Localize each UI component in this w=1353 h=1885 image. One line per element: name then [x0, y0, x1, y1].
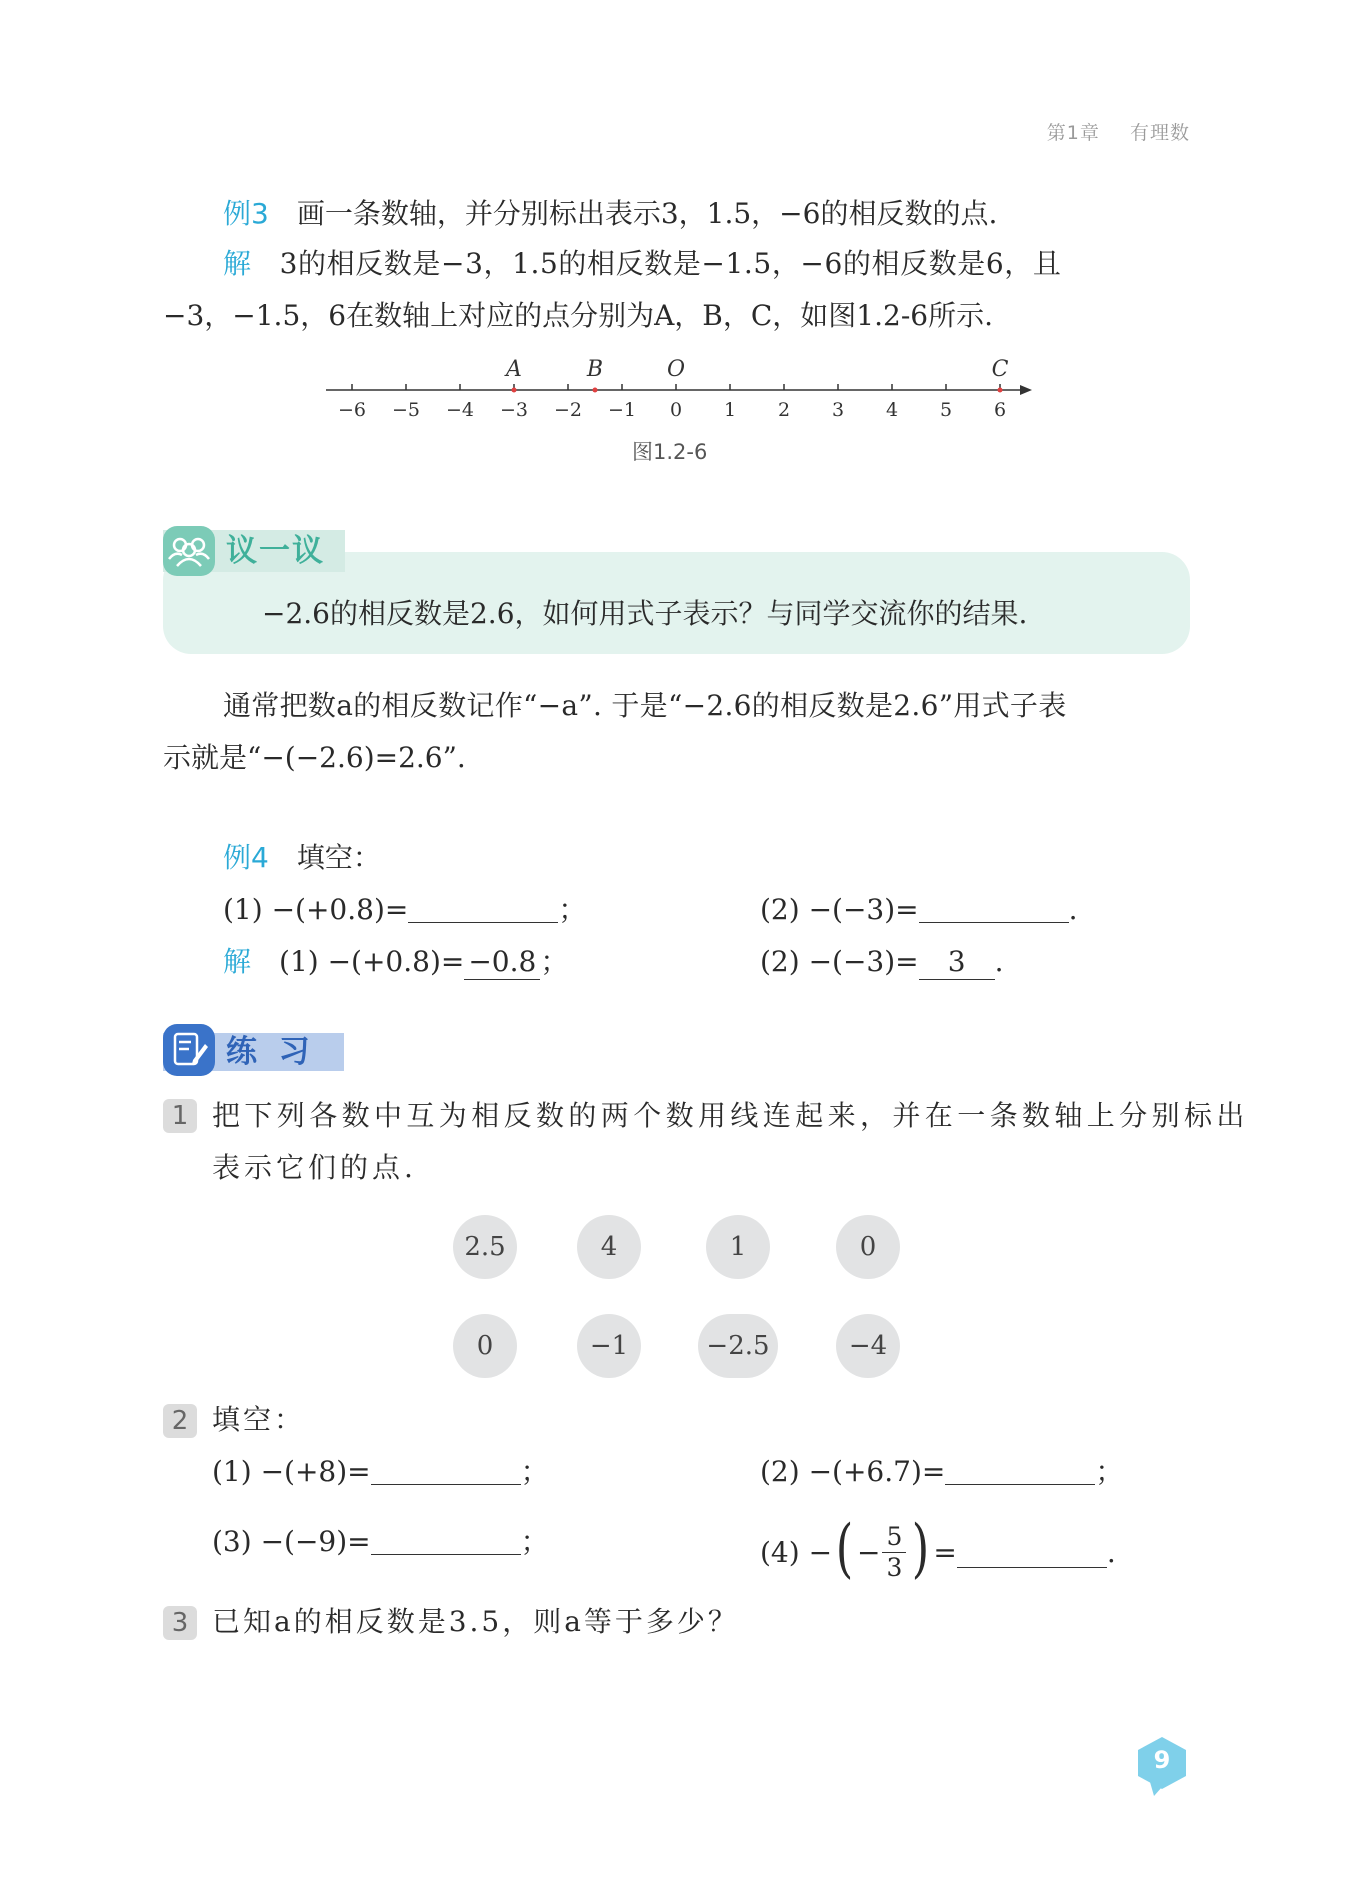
tick-label: 6: [993, 399, 1007, 421]
example4-a2-prefix: (2) −(−3)=: [760, 945, 919, 978]
example4-q1-text: (1) −(+0.8)=: [223, 893, 409, 926]
exercise2-q4: [760, 1511, 1116, 1586]
tick-label: −3: [499, 399, 529, 421]
left-paren: (: [835, 1511, 854, 1586]
exercise2-q4-blank[interactable]: [957, 1537, 1107, 1568]
example3-solution-text2: −3，−1.5，6在数轴上对应的点分别为A，B，C，如图1.2-6所示.: [163, 299, 994, 332]
chapter-title: 有理数: [1129, 122, 1190, 144]
fraction: [882, 1522, 906, 1583]
point-c-marker: [998, 388, 1003, 393]
point-b-marker: [593, 388, 598, 393]
tick-label: 5: [939, 399, 953, 421]
paragraph-line2: 示就是“−(−2.6)=2.6”.: [163, 741, 466, 774]
page-number: 9: [1153, 1746, 1171, 1774]
number-line-arrow: [1020, 385, 1032, 395]
running-header: [1047, 118, 1190, 145]
example4-q2-end: .: [1068, 893, 1078, 926]
exercise2-q2-blank[interactable]: [945, 1454, 1095, 1485]
practice-title: 练 习: [226, 1034, 310, 1070]
point-c-label: C: [991, 357, 1009, 382]
point-o-label: O: [666, 357, 686, 382]
discuss-text: −2.6的相反数是2.6，如何用式子表示？与同学交流你的结果.: [262, 597, 1028, 630]
example3-question-line: [223, 194, 997, 234]
point-a-label: A: [506, 357, 522, 382]
tick-label: −1: [607, 399, 637, 421]
number-circle[interactable]: −1: [577, 1314, 641, 1378]
point-a-marker: [512, 388, 517, 393]
exercise2-q4-minus: −: [857, 1535, 881, 1569]
tick-label: 1: [723, 399, 737, 421]
example4-solution-a2: [760, 942, 1004, 982]
exercise1-number: 1: [163, 1099, 197, 1133]
example4-solution-a1: [223, 942, 568, 982]
exercise2-q4-prefix: (4) −: [760, 1535, 833, 1569]
exercise2-q1-blank[interactable]: [371, 1454, 521, 1485]
tick-label: −4: [445, 399, 475, 421]
number-circle[interactable]: 0: [453, 1314, 517, 1378]
exercise2-q1-end: ；: [520, 1455, 549, 1488]
exercise1-line2: 表示它们的点.: [212, 1151, 417, 1184]
exercise3-text: 已知a的相反数是3.5，则a等于多少？: [212, 1605, 739, 1638]
example4-q1-end: ；: [558, 893, 587, 926]
people-icon: [163, 526, 215, 576]
exercise2-q4-eq: =: [933, 1535, 957, 1569]
example4-a1-value: −0.8: [464, 945, 540, 980]
example3-solution-line1: [223, 244, 1062, 284]
example4-q2-blank[interactable]: [919, 892, 1069, 923]
figure-caption: 图1.2-6: [632, 440, 708, 464]
number-circle[interactable]: 1: [706, 1215, 770, 1279]
number-circle[interactable]: 4: [577, 1215, 641, 1279]
paragraph-line1: 通常把数a的相反数记作“−a”. 于是“−2.6的相反数是2.6”用式子表: [223, 689, 1067, 722]
example4-q1-blank[interactable]: [408, 892, 558, 923]
exercise2-q3-text: (3) −(−9)=: [212, 1525, 371, 1558]
exercise2-q4-end: .: [1106, 1535, 1116, 1569]
exercise2-prompt: 填空：: [212, 1403, 306, 1436]
point-b-label: B: [586, 357, 604, 382]
exercise2-q3: [212, 1522, 549, 1562]
tick-label: 4: [885, 399, 899, 421]
number-circle[interactable]: −4: [836, 1314, 900, 1378]
example3-solution-line2: [163, 296, 993, 336]
example4-a1-prefix: (1) −(+0.8)=: [279, 945, 465, 978]
tick-label: 0: [669, 399, 683, 421]
example3-question: 画一条数轴，并分别标出表示3，1.5，−6的相反数的点.: [296, 197, 998, 230]
exercise2-q3-end: ；: [520, 1525, 549, 1558]
exercise2-q2: [760, 1452, 1123, 1492]
example3-solution-label: 解: [223, 247, 252, 280]
exercise1-line1: 把下列各数中互为相反数的两个数用线连起来，并在一条数轴上分别标出: [212, 1099, 1249, 1132]
fraction-numerator: 5: [882, 1522, 906, 1553]
example4-q2-text: (2) −(−3)=: [760, 893, 919, 926]
number-circle[interactable]: −2.5: [698, 1314, 778, 1378]
practice-icon-badge: [163, 1024, 215, 1076]
fraction-denominator: 3: [886, 1553, 903, 1582]
discuss-icon-badge: [163, 526, 215, 576]
tick-label: −2: [553, 399, 583, 421]
example4-a2-end: .: [994, 945, 1004, 978]
chapter-number: 第1章: [1046, 122, 1100, 144]
example4-a2-value: 3: [919, 945, 995, 980]
example4-prompt: 填空：: [296, 841, 381, 874]
number-circle[interactable]: 2.5: [453, 1215, 517, 1279]
notebook-pen-icon: [163, 1024, 215, 1076]
exercise2-number: 2: [163, 1404, 197, 1438]
tick-label: −5: [391, 399, 421, 421]
example4-q2: [760, 890, 1078, 930]
number-line-figure: [320, 350, 1040, 440]
exercise2-q1-text: (1) −(+8)=: [212, 1455, 371, 1488]
example4-heading: [223, 838, 381, 878]
example4-q1: [223, 890, 586, 930]
exercise2-q1: [212, 1452, 549, 1492]
number-circle[interactable]: 0: [836, 1215, 900, 1279]
exercise2-q3-blank[interactable]: [371, 1524, 521, 1555]
right-paren: ): [912, 1511, 930, 1586]
discuss-title: 议一议: [226, 533, 325, 569]
tick-label: 3: [831, 399, 845, 421]
example4-solution-label: 解: [223, 945, 252, 978]
example3-label: 例3: [223, 197, 269, 230]
exercise3-number: 3: [163, 1606, 197, 1640]
exercise2-q2-end: ；: [1095, 1455, 1124, 1488]
tick-label: −6: [337, 399, 367, 421]
example3-solution-text1: 3的相反数是−3，1.5的相反数是−1.5，−6的相反数是6，且: [279, 247, 1062, 280]
exercise2-q2-text: (2) −(+6.7)=: [760, 1455, 946, 1488]
example4-label: 例4: [223, 841, 269, 874]
tick-label: 2: [777, 399, 791, 421]
example4-a1-end: ；: [540, 945, 569, 978]
